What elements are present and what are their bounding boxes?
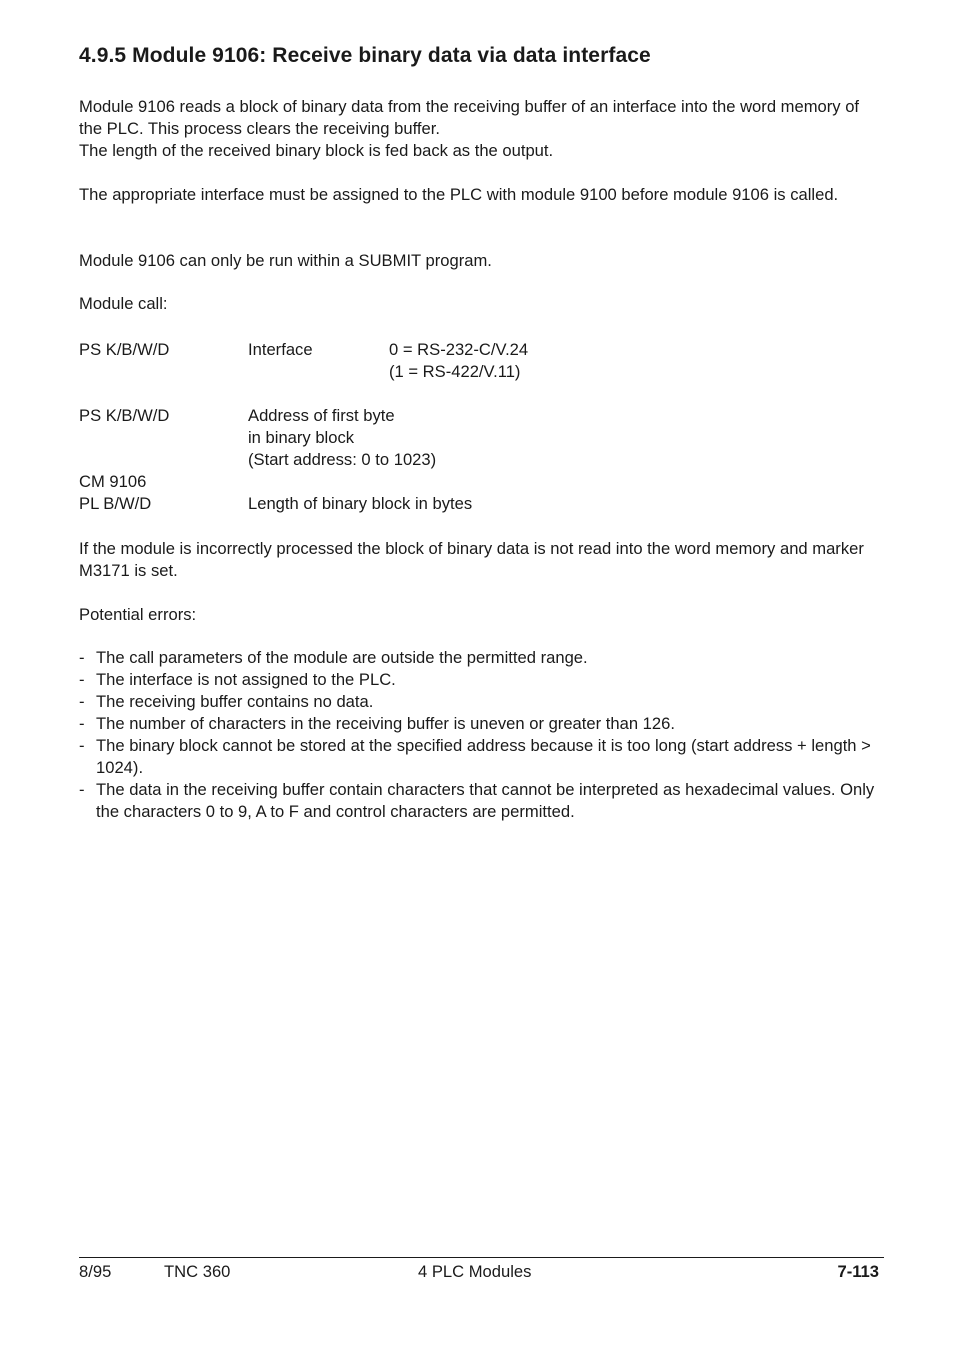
intro-paragraph-2: The length of the received binary block is fed back as the output. xyxy=(79,141,554,160)
assign-note: The appropriate interface must be assigned to the PLC with module 9100 before module 9106 is called. xyxy=(79,185,839,204)
errors-label: Potential errors: xyxy=(79,605,197,624)
call-description: Length of binary block in bytes xyxy=(248,494,473,513)
call-command: PS K/B/W/D xyxy=(79,406,170,425)
error-note: If the module is incorrectly processed the block of binary data is not read into the word memory and marker M3171 is set. xyxy=(79,539,864,580)
call-command: PL B/W/D xyxy=(79,494,152,513)
errors-list xyxy=(79,647,884,823)
call-row xyxy=(79,449,884,471)
call-description: Address of first byte xyxy=(248,406,395,425)
submit-note: Module 9106 can only be run within a SUBMIT program. xyxy=(79,251,492,270)
footer-page-number: 7-113 xyxy=(837,1262,879,1281)
call-command: PS K/B/W/D xyxy=(79,340,170,359)
section-heading: 4.9.5 Module 9106: Receive binary data via data interface xyxy=(79,44,651,67)
call-description: in binary block xyxy=(248,428,355,447)
call-value: 0 = RS-232-C/V.24 xyxy=(389,340,529,359)
call-value: (1 = RS-422/V.11) xyxy=(389,362,521,381)
list-item: - The interface is not assigned to the PLC. xyxy=(79,670,396,689)
call-row xyxy=(79,427,884,449)
intro-paragraph-1: Module 9106 reads a block of binary data from the receiving buffer of an interface into the word memory of the PLC. This process clears the receiving buffer. xyxy=(79,97,860,138)
footer-model: TNC 360 xyxy=(164,1262,231,1281)
list-item: - The receiving buffer contains no data. xyxy=(79,692,374,711)
call-description: Interface xyxy=(248,340,313,359)
call-row xyxy=(79,493,884,515)
call-command: CM 9106 xyxy=(79,472,147,491)
list-item: - The binary block cannot be stored at the specified address because it is too long (start address + length > 1024). xyxy=(79,736,871,777)
footer-date: 8/95 xyxy=(79,1262,112,1281)
call-row xyxy=(79,405,884,427)
footer-chapter: 4 PLC Modules xyxy=(418,1262,532,1281)
footer-divider xyxy=(79,1257,884,1258)
module-call-table xyxy=(79,339,884,515)
list-item: - The number of characters in the receiving buffer is uneven or greater than 126. xyxy=(79,714,675,733)
call-row xyxy=(79,471,884,493)
call-row xyxy=(79,339,884,361)
call-row xyxy=(79,361,884,383)
list-item: - The call parameters of the module are outside the permitted range. xyxy=(79,648,588,667)
call-description: (Start address: 0 to 1023) xyxy=(248,450,437,469)
module-call-label: Module call: xyxy=(79,294,168,313)
list-item: - The data in the receiving buffer contain characters that cannot be interpreted as hexadecimal values. Only the characters 0 to 9, A to F and control characters are permitted. xyxy=(79,780,875,821)
